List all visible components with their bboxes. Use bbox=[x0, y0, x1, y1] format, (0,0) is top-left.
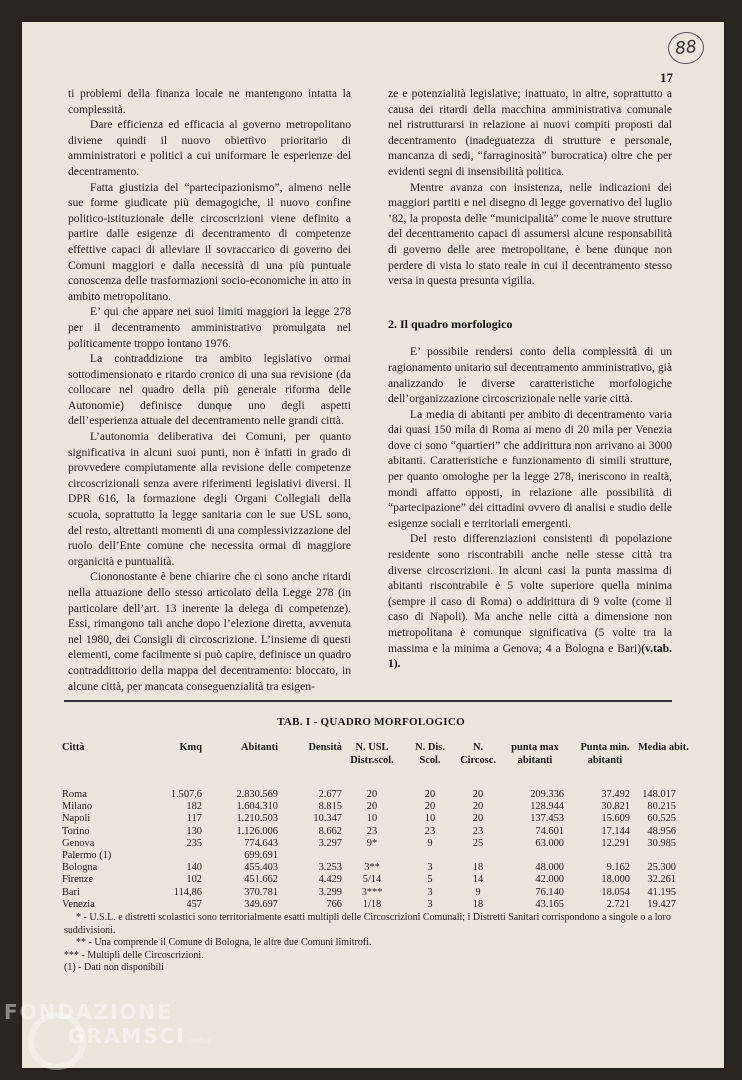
table-cell-media: 80.215 bbox=[647, 801, 676, 813]
table-cell-pmax: 42.000 bbox=[535, 874, 564, 886]
table-cell-kmq: 114,86 bbox=[173, 886, 202, 898]
table-cell-citta: Roma bbox=[62, 789, 87, 800]
table-cell-pmax bbox=[498, 850, 572, 862]
table-cell-usl: 5/14 bbox=[362, 874, 382, 886]
table-cell-densita bbox=[278, 850, 342, 862]
table-row bbox=[62, 887, 676, 899]
paragraph: La media di abitanti per ambito di decentramento varia dai quasi 150 mila di Roma ai meno di 20 mila per Venezia dove ci sono “quartieri” che addirittura non arrivano ai 3000 abitanti. Caratteristiche e funzionamento di simili strutture, per quanto omologhe per la legge 278, ineriscono in realtà, mondi affatto opposti, in relazione alle possibilità di “partecipazione” dei cittadini ovvero di analisi e studio delle esigenze sociali e territoriali emergenti. bbox=[388, 407, 672, 530]
table-cell-usl bbox=[342, 850, 402, 862]
table-cell-dis: 10 bbox=[424, 813, 436, 825]
table-cell-usl: 10 bbox=[366, 813, 378, 825]
table-cell-pmin: 18.054 bbox=[601, 886, 630, 898]
table-cell-densita: 3.253 bbox=[318, 862, 342, 874]
watermark-line2: GRAMSCI bbox=[68, 1024, 186, 1048]
table-row bbox=[62, 789, 676, 801]
table-notes bbox=[64, 912, 674, 975]
table-cell-citta: Bologna bbox=[62, 862, 98, 874]
table-cell-circ: 18 bbox=[472, 898, 484, 910]
footnote: *** - Multipli delle Circoscrizioni. bbox=[64, 949, 204, 961]
table-cell-pmax: 48.000 bbox=[535, 862, 564, 874]
table-cell-kmq: 140 bbox=[186, 862, 202, 874]
table-cell-abitanti: 451.662 bbox=[244, 874, 278, 886]
table-cell-pmax: 209.336 bbox=[530, 789, 564, 800]
table-cell-pmax: 74.601 bbox=[535, 825, 564, 837]
table-cell-media: 30.985 bbox=[647, 837, 676, 849]
watermark-line1: FONDAZIONE bbox=[4, 1000, 173, 1024]
table-cell-pmin: 12.291 bbox=[601, 837, 630, 849]
watermark-suffix: onlus bbox=[189, 1036, 212, 1045]
table-cell-pmin: 9.162 bbox=[606, 862, 630, 874]
table-cell-abitanti: 370.781 bbox=[244, 886, 278, 898]
table-cell-pmin: 2.721 bbox=[606, 898, 630, 910]
page-number: 17 bbox=[660, 70, 673, 85]
paragraph: E’ qui che appare nei suoi limiti maggiori la legge 278 per il decentramento amministrativo promulgata nel politicamente troppo lontano 1976. bbox=[68, 305, 351, 350]
footnote: * - U.S.L. e distretti scolastici sono territorialmente esatti multipli delle Circoscrizioni Comunali; i Distretti Sanitari corrispondono a singole o a loro suddivisioni. bbox=[64, 912, 671, 936]
header-densita: Densità bbox=[308, 742, 342, 753]
table-cell-citta: Milano bbox=[62, 801, 93, 813]
table-cell-citta: Firenze bbox=[62, 874, 94, 886]
table-cell-pmax: 43.165 bbox=[535, 898, 564, 910]
footnote: ** - Una comprende il Comune di Bologna, le altre due Comuni limitrofi. bbox=[76, 937, 372, 949]
table-cell-usl: 1/18 bbox=[362, 898, 382, 910]
table-cell-densita: 8.815 bbox=[318, 801, 342, 813]
footnote: (1) - Dati non disponibili bbox=[64, 962, 164, 974]
table-row bbox=[62, 813, 676, 825]
paragraph: Dare efficienza ed efficacia al governo metropolitano diviene quindi il nuovo obiettivo prioritario di amministratori e politici a cui uniformare le esperienze del decentramento. bbox=[68, 118, 351, 178]
header-abitanti: Abitanti bbox=[241, 742, 278, 753]
header-citta: Città bbox=[62, 742, 85, 753]
table-cell-densita: 3.299 bbox=[318, 886, 342, 898]
header-dis-scol: N. Dis. Scol. bbox=[415, 742, 445, 766]
table-cell-pmax: 76.140 bbox=[535, 886, 564, 898]
table-cell-pmax: 63.000 bbox=[535, 837, 564, 849]
table-cell-abitanti: 1.126.006 bbox=[236, 825, 278, 837]
table-cell-citta: Napoli bbox=[62, 813, 91, 825]
table-cell-citta: Venezia bbox=[62, 898, 95, 910]
table-cell-circ: 25 bbox=[472, 837, 484, 849]
table-cell-dis: 3 bbox=[427, 862, 433, 874]
table-cell-pmin: 18.000 bbox=[601, 874, 630, 886]
paragraph: Fatta giustizia del “partecipazionismo”, almeno nelle sue forme giudicate più demagogiche, il nuovo confine politico-istituzionale delle circoscrizioni viene definito a partire dalle esigenze di decentramento di competenze effettive capaci di alleviare il sovraccarico di governo dei Comuni maggiori e dalla necessità di una più puntuale conoscenza delle trasformazioni socio-economiche in atto in ambito metropolitano. bbox=[68, 180, 351, 303]
table-cell-media: 41.195 bbox=[647, 886, 676, 898]
table-cell-usl: 20 bbox=[366, 801, 378, 813]
table-cell-citta: Torino bbox=[62, 825, 90, 837]
table-cell-citta: Palermo (1) bbox=[62, 850, 112, 862]
paragraph: Mentre avanza con insistenza, nelle indicazioni dei maggiori partiti e nel disegno di legge governativo del luglio ’82, la proposta delle “municipalità” come le nuove strutture del decentramento capaci di assumersi alcune responsabilità di governo delle aree metropolitane, è bene dunque non perdere di vista lo stato reale in cui il decentramento stesso versa in questa presunta vigilia. bbox=[388, 180, 672, 288]
watermark bbox=[4, 1000, 211, 1053]
paragraph: ti problemi della finanza locale ne mantengono intatta la complessità. bbox=[68, 87, 351, 116]
table-cell-pmin bbox=[572, 850, 638, 862]
table-row bbox=[62, 874, 676, 886]
table-cell-kmq: 457 bbox=[186, 898, 202, 910]
table-cell-circ bbox=[458, 850, 498, 862]
table-cell-media bbox=[638, 850, 676, 862]
table-cell-dis: 3 bbox=[427, 898, 433, 910]
table-cell-media: 25.300 bbox=[647, 862, 676, 874]
table-cell-circ: 20 bbox=[472, 801, 484, 813]
table-cell-densita: 2.677 bbox=[318, 789, 342, 800]
table-cell-kmq: 102 bbox=[186, 874, 202, 886]
table-cell-abitanti: 774.643 bbox=[244, 837, 278, 849]
header-punta-max: punta max abitanti bbox=[511, 742, 559, 766]
paragraph: L’autonomia deliberativa dei Comuni, per quanto significativa in alcuni suoi punti, non è infatti in grado di provvedere compiutamente alla revisione delle competenze circoscrizionali senza avere riferimenti legislativi diversi. Il DPR 616, la formazione degli Organi Collegiali della scuola, soprattutto la legge sanitaria con le sue USL sono, del resto, altrettanti momenti di una complessivizzazione del ruolo dell’Ente comune che necessita ormai di maggiore organicità e puntualità. bbox=[68, 430, 351, 568]
paragraph: ze e potenzialità legislative; inattuato, in altre, soprattutto a causa dei ritardi della macchina amministrativa comunale nel ristrutturarsi in relazione ai nuovi compiti proposti dal decentramento (inadeguatezza di strutture e personale, mancanza di sedi, “farraginosità” burocratica) oltre che per evidenti segni di insensibilità politica. bbox=[388, 87, 672, 178]
table-cell-usl: 9* bbox=[366, 837, 378, 849]
table-title: TAB. I - QUADRO MORFOLOGICO bbox=[277, 716, 465, 728]
table-cell-dis: 9 bbox=[427, 837, 433, 849]
left-text-column bbox=[68, 86, 351, 694]
table-cell-citta: Bari bbox=[62, 886, 80, 898]
table-cell-abitanti: 1.210.503 bbox=[236, 813, 278, 825]
table-cell-dis: 20 bbox=[424, 789, 436, 800]
paragraph: La contraddizione tra ambito legislativo ormai sottodimensionato e ritardo cronico di una sua revisione (da collocare nel quadro della più generale riforma delle Autonomie) definisce dunque uno degli aspetti dell’esperienza attuale del decentramento nelle grandi città. bbox=[68, 352, 351, 428]
table-cell-pmax: 128.944 bbox=[530, 801, 564, 813]
table-cell-media: 48.956 bbox=[647, 825, 676, 837]
table-cell-densita: 3.297 bbox=[318, 837, 342, 849]
table-cell-circ: 23 bbox=[472, 825, 484, 837]
header-circosc: N. Circosc. bbox=[460, 742, 496, 766]
handwritten-page-number: 88 bbox=[666, 30, 705, 66]
table-cell-abitanti: 455.403 bbox=[244, 862, 278, 874]
table-cell-abitanti: 699.691 bbox=[244, 850, 278, 862]
table-cell-densita: 10.347 bbox=[313, 813, 342, 825]
table-cell-dis: 23 bbox=[424, 825, 436, 837]
header-media: Media abit. bbox=[638, 742, 689, 753]
table-cell-pmin: 15.609 bbox=[601, 813, 630, 825]
table-cell-dis: 5 bbox=[427, 874, 433, 886]
paragraph bbox=[388, 531, 672, 671]
table-cell-kmq: 117 bbox=[186, 813, 202, 825]
table-cell-circ: 9 bbox=[475, 886, 481, 898]
table-row bbox=[62, 899, 676, 911]
table-cell-pmin: 17.144 bbox=[601, 825, 630, 837]
section-heading: 2. Il quadro morfologico bbox=[388, 316, 513, 331]
table-cell-densita: 766 bbox=[326, 898, 342, 910]
table-cell-kmq: 130 bbox=[186, 825, 202, 837]
table-cell-circ: 14 bbox=[472, 874, 484, 886]
table-cell-kmq bbox=[138, 850, 202, 862]
table-row bbox=[62, 838, 676, 850]
table-cell-densita: 8.662 bbox=[318, 825, 342, 837]
table-cell-kmq: 235 bbox=[186, 837, 202, 849]
table-cell-usl: 20 bbox=[366, 789, 378, 800]
table-cell-pmax: 137.453 bbox=[530, 813, 564, 825]
table-cell-circ: 20 bbox=[472, 789, 484, 800]
table-cell-media: 148.017 bbox=[642, 789, 676, 800]
table-cell-circ: 18 bbox=[472, 862, 484, 874]
horizontal-rule bbox=[64, 700, 672, 702]
table-cell-citta: Genova bbox=[62, 837, 95, 849]
table-reference: (v.tab. 1). bbox=[388, 641, 672, 671]
paragraph-text: Del resto differenziazioni consistenti di popolazione residente sono riscontrabili anche nelle stesse città tra diverse circoscrizioni. In alcuni casi la punta massima di abitanti riscontrabile è 5 volte superiore quella minima (sempre il caso di Roma) o addirittura di 9 volte (come il caso di Napoli). Ma anche nelle città a dimensione non metropolitana è comunque significativa (5 volte tra la massima e la minima a Genova; 4 a Bologna e Bari) bbox=[388, 532, 672, 655]
table-cell-dis bbox=[402, 850, 458, 862]
table-row bbox=[62, 850, 676, 862]
table-cell-pmin: 30.821 bbox=[601, 801, 630, 813]
table-cell-circ: 20 bbox=[472, 813, 484, 825]
morphology-table bbox=[62, 740, 689, 911]
table-cell-dis: 20 bbox=[424, 801, 436, 813]
table-header-row bbox=[62, 740, 676, 767]
table-cell-abitanti: 349.697 bbox=[244, 898, 278, 910]
table-cell-abitanti: 2.830.569 bbox=[236, 789, 278, 800]
right-text-column bbox=[388, 86, 672, 672]
table-cell-media: 19.427 bbox=[647, 898, 676, 910]
table-cell-kmq: 182 bbox=[186, 801, 202, 813]
table-cell-media: 32.261 bbox=[647, 874, 676, 886]
table-cell-densita: 4.429 bbox=[318, 874, 342, 886]
table-cell-usl: 3*** bbox=[361, 886, 383, 898]
header-usl: N. USL Distr.scol. bbox=[350, 742, 394, 766]
header-punta-min: Punta min. abitanti bbox=[580, 742, 630, 766]
paragraph: E’ possibile rendersi conto della complessità di un ragionamento unitario sul decentramento amministrativo, già analizzando le diverse caratteristiche morfologiche dell’organizzazione circoscrizionale nelle varie città. bbox=[388, 345, 672, 406]
table-row bbox=[62, 801, 676, 813]
header-kmq: Kmq bbox=[179, 742, 202, 753]
table-cell-kmq: 1.507,6 bbox=[170, 789, 202, 800]
table-cell-usl: 23 bbox=[366, 825, 378, 837]
table-cell-usl: 3** bbox=[364, 862, 380, 874]
table-body bbox=[62, 767, 676, 911]
paragraph: Ciononostante è bene chiarire che ci sono anche ritardi nella attuazione dello stesso articolato della Legge 278 (in particolare dell’art. 13 inerente la delega di competenze). Essi, rimangono tali anche dopo l’elezione diretta, avvenuta nel 1980, dei Consigli di circoscrizione. L’insieme di questi elementi, come facilmente si può capire, definisce un quadro contraddittorio della mappa del decentramento: bloccato, in alcune città, per mancata conseguenzialità tra esigen- bbox=[68, 570, 351, 693]
table-cell-dis: 3 bbox=[427, 886, 433, 898]
table-cell-pmin: 37.492 bbox=[601, 789, 630, 800]
table-cell-media: 60.525 bbox=[647, 813, 676, 825]
table-row bbox=[62, 826, 676, 838]
table-row bbox=[62, 862, 676, 874]
table-cell-abitanti: 1.604.310 bbox=[236, 801, 278, 813]
